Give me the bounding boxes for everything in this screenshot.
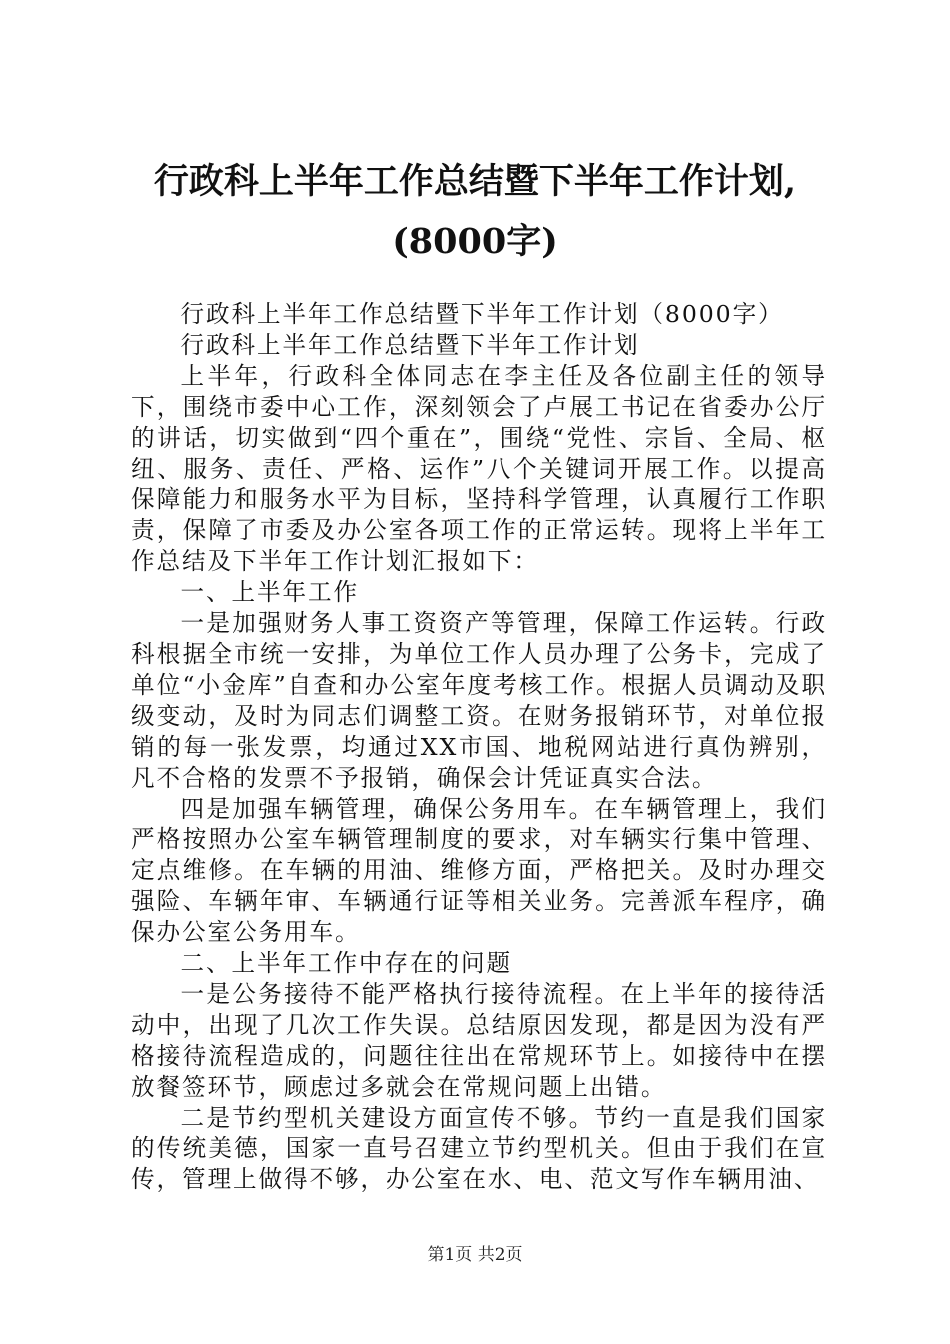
body-paragraph: 一是公务接待不能严格执行接待流程。在上半年的接待活动中，出现了几次工作失误。总结原因发现，都是因为没有严格接待流程造成的，问题往往出在常规环节上。如接待中在摆放餐签环节，顾虑过多就会在常规问题上出错。 (131, 979, 827, 1101)
intro-paragraph: 上半年，行政科全体同志在李主任及各位副主任的领导下，围绕市委中心工作，深刻领会了卢展工书记在省委办公厅的讲话，切实做到“四个重在”，围绕“党性、宗旨、全局、枢纽、服务、责任、严格、运作”八个关键词开展工作。以提高保障能力和服务水平为目标，坚持科学管理，认真履行工作职责，保障了市委及办公室各项工作的正常运转。现将上半年工作总结及下半年工作计划汇报如下： (131, 361, 827, 576)
document-body (131, 299, 827, 1195)
heading-paragraph: 行政科上半年工作总结暨下半年工作计划 (180, 330, 640, 359)
section-heading-1: 一、上半年工作 (180, 578, 360, 607)
document-title-line-1: 行政科上半年工作总结暨下半年工作计划, (153, 161, 797, 202)
body-paragraph: 二是节约型机关建设方面宣传不够。节约一直是我们国家的传统美德，国家一直号召建立节约型机关。但由于我们在宣传，管理上做得不够，办公室在水、电、范文写作车辆用油、 (131, 1103, 827, 1194)
body-paragraph: 一是加强财务人事工资资产等管理，保障工作运转。行政科根据全市统一安排，为单位工作人员办理了公务卡，完成了单位“小金库”自查和办公室年度考核工作。根据人员调动及职级变动，及时为同志们调整工资。在财务报销环节，对单位报销的每一张发票，均通过XX市国、地税网站进行真伪辨别，凡不合格的发票不予报销，确保会计凭证真实合法。 (131, 609, 827, 792)
document-title-line-2: (8000字) (392, 221, 558, 262)
body-paragraph: 四是加强车辆管理，确保公务用车。在车辆管理上，我们严格按照办公室车辆管理制度的要求，对车辆实行集中管理、定点维修。在车辆的用油、维修方面，严格把关。及时办理交强险、车辆年审、车辆通行证等相关业务。完善派车程序，确保办公室公务用车。 (131, 794, 827, 947)
section-heading-2: 二、上半年工作中存在的问题 (180, 949, 512, 978)
page-footer: 第1页 共2页 (427, 1245, 523, 1265)
subtitle-paragraph: 行政科上半年工作总结暨下半年工作计划（8000字） (180, 300, 784, 328)
